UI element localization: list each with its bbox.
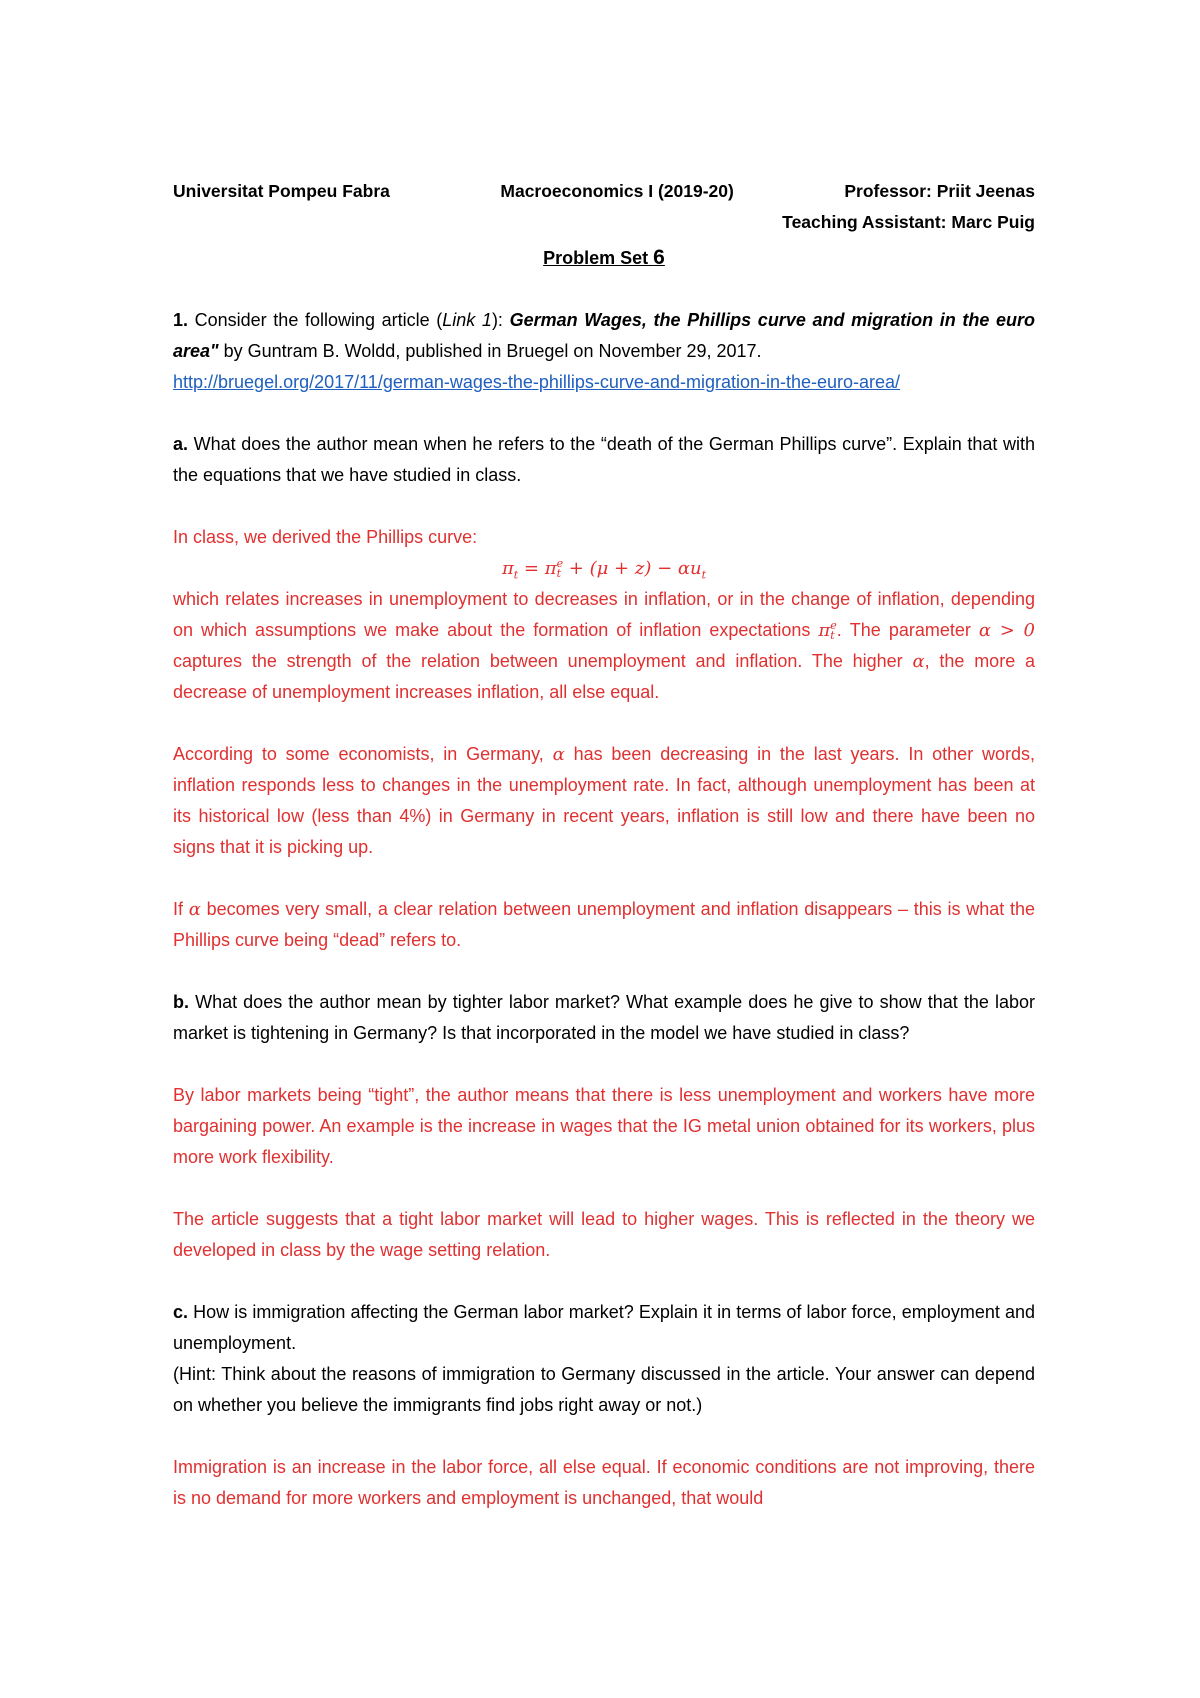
article-link[interactable]: http://bruegel.org/2017/11/german-wages-the-phillips-curve-and-migration-in-the-euro-area/ bbox=[173, 372, 901, 392]
alpha-condition: α > 0 bbox=[978, 620, 1036, 641]
alpha-symbol: α bbox=[912, 651, 925, 672]
question-b-text: What does the author mean by tighter labor market? What example does he give to show that the labor market is tightening in Germany? Is that incorporated in the model we have studied in class? bbox=[173, 992, 1035, 1043]
university-name: Universitat Pompeu Fabra bbox=[173, 181, 390, 201]
question-b bbox=[173, 987, 1035, 1049]
answer-a-p2-d: , the more a decrease of unemployment increases inflation, all else equal. bbox=[173, 651, 1035, 702]
question-a-text: What does the author mean when he refers to the “death of the German Phillips curve”. Explain that with the equations that we have studied in class. bbox=[173, 434, 1035, 485]
question-c-text: How is immigration affecting the German labor market? Explain it in terms of labor force, employment and unemployment. bbox=[173, 1302, 1035, 1353]
answer-a-p2-c: captures the strength of the relation between unemployment and inflation. The higher bbox=[173, 651, 913, 671]
answer-a-p2-a: which relates increases in unemployment to decreases in inflation, or in the change of inflation, depending on which assumptions we make about the formation of inflation expectations bbox=[173, 589, 1035, 640]
expectation-symbol: π bbox=[818, 620, 831, 641]
question-c-label: c. bbox=[173, 1302, 189, 1322]
answer-a-paragraph-3: According to some economists, in Germany, α has been decreasing in the last years. In other words, inflation responds less to changes in the unemployment rate. In fact, although unemployment has been at its historical low (less than 4%) in Germany in recent years, inflation is still low and there have been no signs that it is picking up. bbox=[173, 744, 1035, 857]
link-1-label: Link 1 bbox=[442, 310, 492, 330]
answer-a-p3-b: has been decreasing in the last years. In other words, inflation responds less to changes in the unemployment rate. In fact, although unemployment has been at its historical low (less than 4%) in Germany in recent years, inflation is still low and there have been no signs that it is picking up. bbox=[173, 744, 1035, 857]
question-a bbox=[173, 429, 1035, 491]
answer-a-p3-a: According to some economists, in Germany, bbox=[173, 744, 553, 764]
page-title bbox=[173, 242, 1035, 274]
title-prefix: Problem Set bbox=[543, 248, 654, 268]
answer-c-paragraph-1: Immigration is an increase in the labor force, all else equal. If economic conditions are not improving, there is no demand for more workers and employment is unchanged, that would bbox=[173, 1457, 1035, 1508]
question-a-label: a. bbox=[173, 434, 189, 454]
phillips-curve-equation: $\pi_t = \pi$ e t + $(\mu + z) - \alpha u_t$ bbox=[501, 557, 707, 582]
header-row bbox=[173, 176, 1035, 207]
answer-a-p2-b: . The parameter bbox=[836, 620, 979, 640]
title-number: 6 bbox=[653, 246, 665, 269]
question-1-text-after: by Guntram B. Woldd, published in Bruegel on November 29, 2017. bbox=[218, 341, 762, 361]
document-content bbox=[173, 176, 1035, 1514]
question-1 bbox=[173, 305, 1035, 367]
question-c-hint: (Hint: Think about the reasons of immigration to Germany discussed in the article. Your answer can depend on whether you believe the immigrants find jobs right away or not.) bbox=[173, 1364, 1035, 1415]
answer-a-p4-b: becomes very small, a clear relation between unemployment and inflation disappears – this is what the Phillips curve being “dead” refers to. bbox=[173, 899, 1035, 950]
answer-a-paragraph-4: If α becomes very small, a clear relation between unemployment and inflation disappears – this is what the Phillips curve being “dead” refers to. bbox=[173, 899, 1035, 950]
professor-name: Professor: Priit Jeenas bbox=[844, 181, 1035, 201]
question-c bbox=[173, 1297, 1035, 1359]
eq-sup-e: e bbox=[556, 557, 564, 570]
course-name: Macroeconomics I (2019-20) bbox=[500, 181, 734, 201]
answer-a-intro: In class, we derived the Phillips curve: bbox=[173, 527, 478, 547]
article-title: German Wages, the Phillips curve and migration in the euro area" bbox=[173, 310, 1035, 361]
answer-b-paragraph-2: The article suggests that a tight labor market will lead to higher wages. This is reflected in the theory we developed in class by the wage setting relation. bbox=[173, 1209, 1035, 1260]
question-1-number: 1. bbox=[173, 310, 189, 330]
question-b-label: b. bbox=[173, 992, 189, 1012]
question-1-text-before: Consider the following article ( bbox=[188, 310, 443, 330]
answer-a-p4-a: If bbox=[173, 899, 189, 919]
teaching-assistant: Teaching Assistant: Marc Puig bbox=[782, 212, 1035, 232]
eq-sub-t: t bbox=[701, 568, 707, 582]
question-1-text-mid: ): bbox=[491, 310, 510, 330]
answer-a-paragraph-2: which relates increases in unemployment to decreases in inflation, or in the change of inflation, depending on which assumptions we make about the formation of inflation expectations π e t . The parameter α > 0 captures the strength of the relation between unemployment and inflation. The higher α, the more a decrease of unemployment increases inflation, all else equal. bbox=[173, 589, 1036, 702]
answer-b-paragraph-1: By labor markets being “tight”, the author means that there is less unemployment and workers have more bargaining power. An example is the increase in wages that the IG metal union obtained for its workers, plus more work flexibility. bbox=[173, 1085, 1035, 1167]
